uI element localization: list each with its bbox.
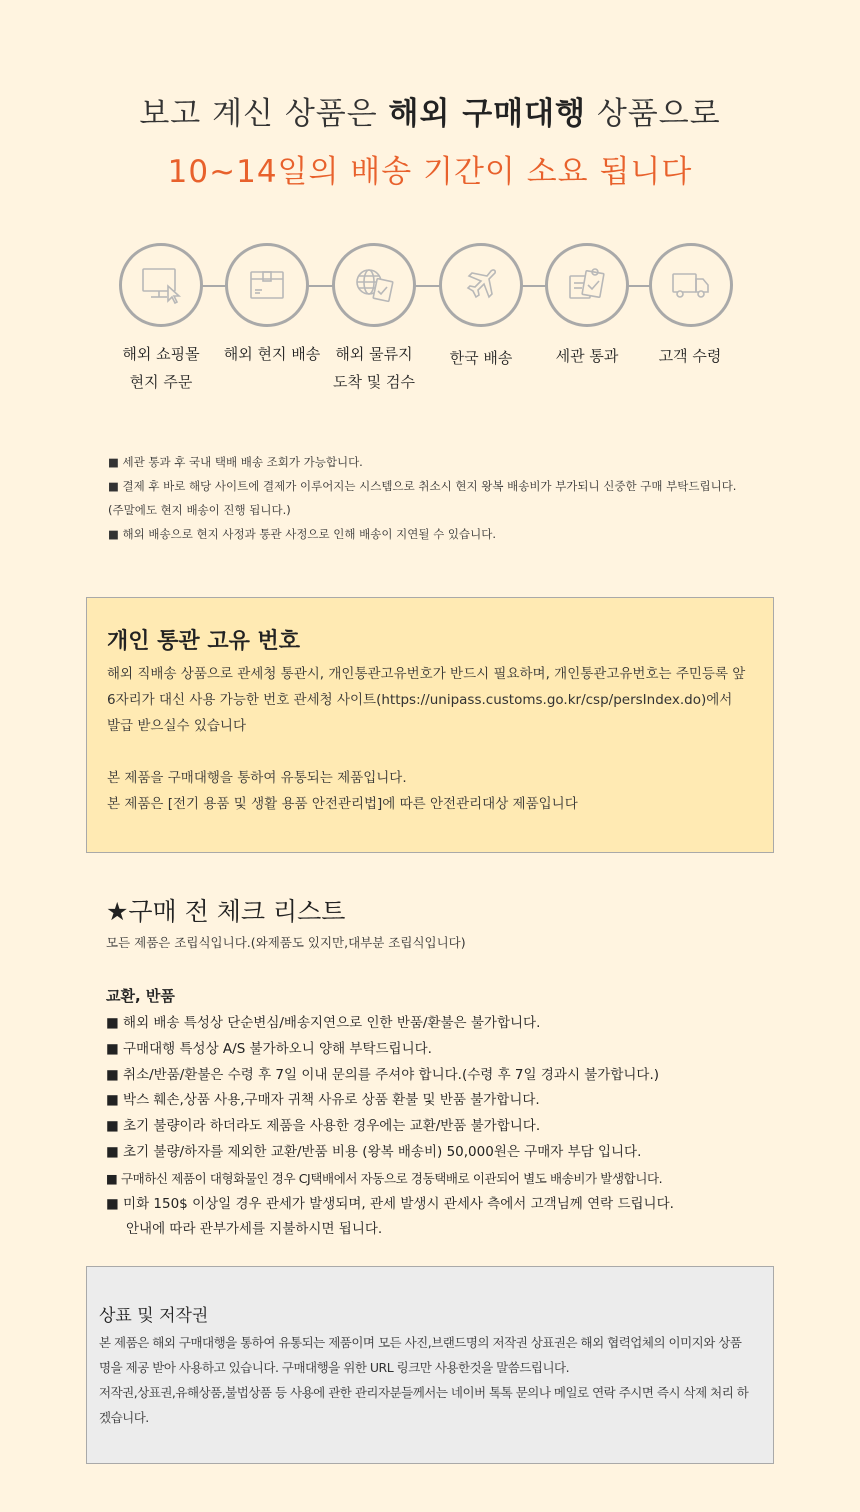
step-circle-order	[119, 243, 203, 327]
headline-post: 상품으로	[586, 96, 721, 132]
airplane-icon	[458, 262, 504, 308]
customs-number-box	[86, 597, 774, 853]
step-label-customs: 세관 통과	[555, 347, 619, 365]
shipping-notes	[108, 450, 788, 546]
step-circle-customs	[545, 243, 629, 327]
copyright-box-line: 본 제품은 해외 구매대행을 통하여 유통되는 제품이며 모든 사진,브랜드명의 저작권 상표권은 해외 협력업체의 이미지와 상품	[99, 1335, 742, 1350]
customs-box-line: 본 제품은 [전기 용품 및 생활 용품 안전관리법]에 따른 안전관리대상 제품입니다	[107, 796, 578, 812]
step-circle-arrival	[332, 243, 416, 327]
list-item	[106, 1192, 806, 1244]
customs-document-icon	[564, 262, 610, 308]
customs-box-line: 6자리가 대신 사용 가능한 번호 관세청 사이트(https://unipass.customs.go.kr/csp/persIndex.do)에서	[107, 692, 733, 708]
globe-document-icon	[351, 262, 397, 308]
copyright-box	[86, 1266, 774, 1464]
list-item: ■ 취소/반품/환불은 수령 후 7일 이내 문의를 주셔야 합니다.(수령 후 7일 경과시 불가합니다.)	[106, 1066, 660, 1083]
monitor-cursor-icon	[138, 262, 184, 308]
headline-pre: 보고 계신 상품은	[139, 96, 389, 132]
checklist-title: ★구매 전 체크 리스트	[106, 897, 346, 926]
customs-box-line: 본 제품을 구매대행을 통하여 유통되는 제품입니다.	[107, 770, 407, 786]
list-item-continuation: 안내에 따라 관부가세를 지불하시면 됩니다.	[126, 1221, 383, 1238]
copyright-box-title: 상표 및 저작권	[99, 1306, 209, 1326]
list-item: ■ 구매하신 제품이 대형화물인 경우 CJ택배에서 자동으로 경동택배로 이관되어 별도 배송비가 발생합니다.	[106, 1170, 663, 1186]
list-item-text: ■ 미화 150$ 이상일 경우 관세가 발생되며, 관세 발생시 관세사 측에서 고객님께 연락 드립니다.	[106, 1195, 674, 1212]
headline-line1	[0, 88, 860, 133]
checklist-subtitle: 모든 제품은 조립식입니다.(와제품도 있지만,대부분 조립식입니다)	[106, 935, 466, 950]
list-item: ■ 초기 불량이라 하더라도 제품을 사용한 경우에는 교환/반품 불가합니다.	[106, 1118, 541, 1135]
copyright-box-line: 겠습니다.	[99, 1410, 149, 1425]
step-circle-delivery	[649, 243, 733, 327]
step-label-korea-shipping: 한국 배송	[449, 349, 513, 367]
step-label-delivery: 고객 수령	[658, 347, 722, 365]
purchase-checklist	[106, 893, 806, 1243]
step-label-order: 해외 쇼핑몰 현지 주문	[122, 345, 200, 391]
note-line: ■ 세관 통과 후 국내 택배 배송 조회가 가능합니다.	[108, 455, 363, 469]
list-item: ■ 박스 훼손,상품 사용,구매자 귀책 사유로 상품 환불 및 반품 불가합니다.	[106, 1092, 540, 1109]
copyright-box-line: 저작권,상표권,유해상품,불법상품 등 사용에 관한 관리자분들께서는 네이버 톡톡 문의나 메일로 연락 주시면 즉시 삭제 처리 하	[99, 1385, 749, 1400]
customs-box-title: 개인 통관 고유 번호	[107, 629, 300, 654]
note-line: ■ 결제 후 바로 해당 사이트에 결제가 이루어지는 시스템으로 취소시 현지 왕복 배송비가 부가되니 신중한 구매 부탁드립니다.	[108, 479, 737, 493]
note-line: (주말에도 현지 배송이 진행 됩니다.)	[108, 503, 291, 517]
step-label-arrival: 해외 물류지 도착 및 검수	[333, 345, 415, 391]
list-item: ■ 초기 불량/하자를 제외한 교환/반품 비용 (왕복 배송비) 50,000원은 구매자 부담 입니다.	[106, 1143, 642, 1160]
copyright-box-line: 명을 제공 받아 사용하고 있습니다. 구매대행을 위한 URL 링크만 사용한것을 말씀드립니다.	[99, 1360, 570, 1375]
box-icon	[244, 262, 290, 308]
step-circle-korea-shipping	[439, 243, 523, 327]
step-label-local-shipping: 해외 현지 배송	[223, 345, 321, 363]
customs-box-line: 해외 직배송 상품으로 관세청 통관시, 개인통관고유번호가 반드시 필요하며, 개인통관고유번호는 주민등록 앞	[107, 666, 746, 682]
list-item: ■ 구매대행 특성상 A/S 불가하오니 양해 부탁드립니다.	[106, 1040, 432, 1057]
headline-line2: 10~14일의 배송 기간이 소요 됩니다	[167, 154, 693, 190]
exchange-list	[106, 1011, 806, 1243]
step-circle-local-shipping	[225, 243, 309, 327]
list-item: ■ 해외 배송 특성상 단순변심/배송지연으로 인한 반품/환불은 불가합니다.	[106, 1015, 541, 1031]
note-line: ■ 해외 배송으로 현지 사정과 통관 사정으로 인해 배송이 지연될 수 있습니다.	[108, 527, 496, 541]
customs-box-line: 발급 받으실수 있습니다	[107, 718, 246, 734]
headline-bold: 해외 구매대행	[388, 96, 586, 132]
exchange-title: 교환, 반품	[106, 987, 175, 1005]
truck-icon	[668, 262, 714, 308]
